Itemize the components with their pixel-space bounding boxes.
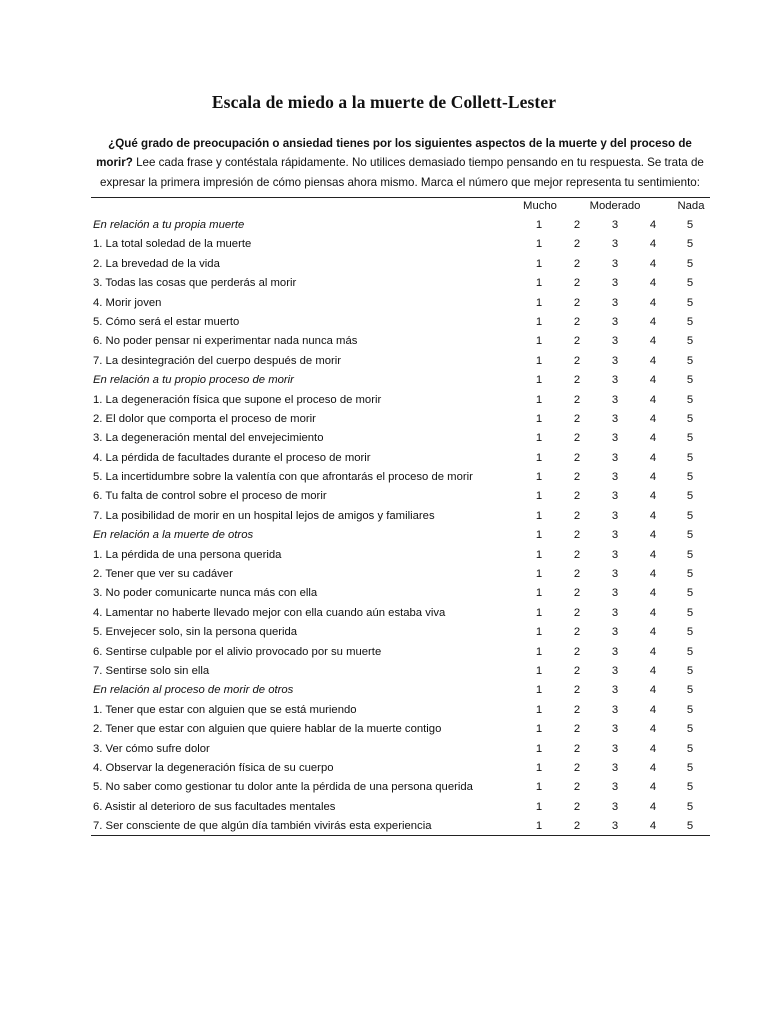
option-3[interactable]: 3 (611, 606, 619, 619)
option-2[interactable]: 2 (573, 257, 581, 270)
option-1[interactable]: 1 (535, 412, 543, 425)
option-3[interactable]: 3 (611, 219, 619, 231)
option-3[interactable]: 3 (611, 626, 619, 639)
option-2[interactable]: 2 (573, 509, 581, 522)
option-5[interactable]: 5 (686, 432, 694, 445)
item-row (91, 294, 710, 313)
option-5[interactable]: 5 (686, 296, 694, 309)
option-2[interactable]: 2 (573, 277, 581, 290)
option-5[interactable]: 5 (686, 315, 694, 328)
table-bottom-rule (91, 835, 710, 836)
option-4[interactable]: 4 (649, 335, 657, 348)
option-4[interactable]: 4 (649, 723, 657, 736)
option-2[interactable]: 2 (573, 451, 581, 464)
option-4[interactable]: 4 (649, 626, 657, 639)
option-5[interactable]: 5 (686, 800, 694, 813)
option-3[interactable]: 3 (611, 432, 619, 445)
item-label: 1. La total soledad de la muerte (93, 238, 252, 251)
item-label: 7. La posibilidad de morir en un hospital lejos de amigos y familiares (93, 509, 435, 522)
option-3[interactable]: 3 (611, 354, 619, 367)
questionnaire-table (91, 216, 710, 837)
option-1[interactable]: 1 (535, 820, 543, 833)
option-4[interactable]: 4 (649, 374, 657, 387)
item-label: 2. La brevedad de la vida (93, 257, 220, 270)
item-label: 7. Sentirse solo sin ella (93, 664, 210, 677)
option-1[interactable]: 1 (535, 335, 543, 348)
item-label: 3. Todas las cosas que perderás al morir (93, 277, 297, 290)
item-label: 6. No poder pensar ni experimentar nada nunca más (93, 335, 358, 348)
option-3[interactable]: 3 (611, 548, 619, 561)
option-5[interactable]: 5 (686, 238, 694, 251)
section-row (91, 526, 710, 545)
option-1[interactable]: 1 (535, 432, 543, 445)
option-5[interactable]: 5 (686, 393, 694, 406)
option-4[interactable]: 4 (649, 587, 657, 600)
instructions-question: ¿Qué grado de preocupación o ansiedad tienes por los siguientes aspectos de la muerte y del proceso de morir? (96, 137, 692, 170)
option-4[interactable]: 4 (649, 471, 657, 484)
scale-header-mid: Moderado (589, 200, 641, 212)
item-row (91, 759, 710, 778)
item-row (91, 643, 710, 662)
option-2[interactable]: 2 (573, 529, 581, 542)
option-1[interactable]: 1 (535, 529, 543, 542)
option-2[interactable]: 2 (573, 664, 581, 677)
item-row (91, 313, 710, 332)
option-3[interactable]: 3 (611, 335, 619, 348)
item-label: 2. Tener que estar con alguien que quiere hablar de la muerte contigo (93, 723, 442, 736)
option-3[interactable]: 3 (611, 393, 619, 406)
item-label: 3. No poder comunicarte nunca más con ella (93, 587, 318, 600)
option-4[interactable]: 4 (649, 354, 657, 367)
item-row (91, 410, 710, 429)
option-1[interactable]: 1 (535, 257, 543, 270)
option-3[interactable]: 3 (611, 238, 619, 251)
option-3[interactable]: 3 (611, 471, 619, 484)
option-1[interactable]: 1 (535, 703, 543, 716)
option-1[interactable]: 1 (535, 645, 543, 658)
item-label: 3. Ver cómo sufre dolor (93, 742, 210, 755)
option-2[interactable]: 2 (573, 820, 581, 833)
option-4[interactable]: 4 (649, 684, 657, 697)
option-2[interactable]: 2 (573, 781, 581, 794)
option-1[interactable]: 1 (535, 471, 543, 484)
item-row (91, 720, 710, 739)
option-3[interactable]: 3 (611, 374, 619, 387)
option-1[interactable]: 1 (535, 742, 543, 755)
option-2[interactable]: 2 (573, 354, 581, 367)
option-3[interactable]: 3 (611, 587, 619, 600)
option-1[interactable]: 1 (535, 626, 543, 639)
option-4[interactable]: 4 (649, 800, 657, 813)
option-4[interactable]: 4 (649, 238, 657, 251)
option-1[interactable]: 1 (535, 451, 543, 464)
option-5[interactable]: 5 (686, 742, 694, 755)
option-1[interactable]: 1 (535, 315, 543, 328)
item-row (91, 274, 710, 293)
option-5[interactable]: 5 (686, 219, 694, 231)
option-1[interactable]: 1 (535, 296, 543, 309)
option-2[interactable]: 2 (573, 490, 581, 503)
option-2[interactable]: 2 (573, 471, 581, 484)
option-2[interactable]: 2 (573, 587, 581, 600)
option-2[interactable]: 2 (573, 548, 581, 561)
option-3[interactable]: 3 (611, 703, 619, 716)
option-5[interactable]: 5 (686, 509, 694, 522)
option-4[interactable]: 4 (649, 820, 657, 833)
section-row (91, 681, 710, 700)
option-4[interactable]: 4 (649, 490, 657, 503)
instructions-text: Lee cada frase y contéstala rápidamente. No utilices demasiado tiempo pensando en tu respuesta. Se trata de expresar la primera impresión de cómo piensas ahora mismo. Marca el número que mejor representa tu sentimiento: (100, 156, 704, 189)
option-1[interactable]: 1 (535, 606, 543, 619)
option-5[interactable]: 5 (686, 354, 694, 367)
section-label: En relación a tu propio proceso de morir (93, 374, 294, 387)
option-1[interactable]: 1 (535, 374, 543, 387)
option-4[interactable]: 4 (649, 412, 657, 425)
option-1[interactable]: 1 (535, 354, 543, 367)
option-2[interactable]: 2 (573, 684, 581, 697)
option-4[interactable]: 4 (649, 219, 657, 231)
option-3[interactable]: 3 (611, 315, 619, 328)
item-row (91, 352, 710, 371)
item-row (91, 623, 710, 642)
option-5[interactable]: 5 (686, 568, 694, 581)
option-4[interactable]: 4 (649, 509, 657, 522)
option-2[interactable]: 2 (573, 606, 581, 619)
option-5[interactable]: 5 (686, 277, 694, 290)
instructions (90, 134, 710, 192)
table-top-rule (91, 197, 710, 198)
section-row (91, 371, 710, 390)
option-5[interactable]: 5 (686, 257, 694, 270)
option-5[interactable]: 5 (686, 606, 694, 619)
option-5[interactable]: 5 (686, 664, 694, 677)
item-label: 1. Tener que estar con alguien que se está muriendo (93, 703, 357, 716)
option-2[interactable]: 2 (573, 238, 581, 251)
option-4[interactable]: 4 (649, 296, 657, 309)
option-4[interactable]: 4 (649, 761, 657, 774)
option-4[interactable]: 4 (649, 548, 657, 561)
option-4[interactable]: 4 (649, 742, 657, 755)
option-3[interactable]: 3 (611, 412, 619, 425)
item-label: 7. La desintegración del cuerpo después de morir (93, 354, 342, 367)
option-1[interactable]: 1 (535, 490, 543, 503)
item-label: 1. La pérdida de una persona querida (93, 548, 282, 561)
option-5[interactable]: 5 (686, 529, 694, 542)
option-4[interactable]: 4 (649, 781, 657, 794)
item-label: 4. La pérdida de facultades durante el proceso de morir (93, 451, 371, 464)
option-2[interactable]: 2 (573, 335, 581, 348)
option-5[interactable]: 5 (686, 781, 694, 794)
option-2[interactable]: 2 (573, 296, 581, 309)
option-1[interactable]: 1 (535, 568, 543, 581)
option-4[interactable]: 4 (649, 645, 657, 658)
item-row (91, 740, 710, 759)
section-row (91, 216, 710, 235)
option-5[interactable]: 5 (686, 703, 694, 716)
option-5[interactable]: 5 (686, 820, 694, 833)
option-3[interactable]: 3 (611, 761, 619, 774)
option-5[interactable]: 5 (686, 335, 694, 348)
item-row (91, 546, 710, 565)
item-label: 6. Asistir al deterioro de sus facultades mentales (93, 800, 336, 813)
option-5[interactable]: 5 (686, 684, 694, 697)
option-1[interactable]: 1 (535, 664, 543, 677)
option-2[interactable]: 2 (573, 374, 581, 387)
option-4[interactable]: 4 (649, 277, 657, 290)
option-3[interactable]: 3 (611, 296, 619, 309)
option-1[interactable]: 1 (535, 723, 543, 736)
option-1[interactable]: 1 (535, 509, 543, 522)
option-2[interactable]: 2 (573, 626, 581, 639)
option-1[interactable]: 1 (535, 781, 543, 794)
item-label: 5. No saber como gestionar tu dolor ante la pérdida de una persona querida (93, 781, 473, 794)
item-row (91, 468, 710, 487)
option-2[interactable]: 2 (573, 742, 581, 755)
item-label: 3. La degeneración mental del envejecimiento (93, 432, 324, 445)
option-5[interactable]: 5 (686, 587, 694, 600)
option-1[interactable]: 1 (535, 761, 543, 774)
option-1[interactable]: 1 (535, 219, 543, 231)
option-2[interactable]: 2 (573, 393, 581, 406)
option-3[interactable]: 3 (611, 490, 619, 503)
option-4[interactable]: 4 (649, 432, 657, 445)
option-4[interactable]: 4 (649, 451, 657, 464)
item-label: 7. Ser consciente de que algún día también vivirás esta experiencia (93, 820, 432, 833)
item-row (91, 798, 710, 817)
item-row (91, 255, 710, 274)
option-5[interactable]: 5 (686, 374, 694, 387)
option-3[interactable]: 3 (611, 568, 619, 581)
option-3[interactable]: 3 (611, 529, 619, 542)
item-label: 4. Morir joven (93, 296, 162, 309)
option-3[interactable]: 3 (611, 684, 619, 697)
item-row (91, 507, 710, 526)
item-row (91, 332, 710, 351)
item-row (91, 487, 710, 506)
option-3[interactable]: 3 (611, 645, 619, 658)
option-1[interactable]: 1 (535, 684, 543, 697)
option-2[interactable]: 2 (573, 315, 581, 328)
section-label: En relación a tu propia muerte (93, 219, 245, 231)
option-1[interactable]: 1 (535, 238, 543, 251)
item-label: 6. Tu falta de control sobre el proceso de morir (93, 490, 327, 503)
item-label: 4. Lamentar no haberte llevado mejor con ella cuando aún estaba viva (93, 606, 446, 619)
item-label: 5. Cómo será el estar muerto (93, 315, 240, 328)
option-2[interactable]: 2 (573, 703, 581, 716)
item-label: 5. La incertidumbre sobre la valentía con que afrontarás el proceso de morir (93, 471, 473, 484)
option-5[interactable]: 5 (686, 723, 694, 736)
option-5[interactable]: 5 (686, 490, 694, 503)
option-4[interactable]: 4 (649, 664, 657, 677)
option-3[interactable]: 3 (611, 509, 619, 522)
option-2[interactable]: 2 (573, 568, 581, 581)
item-row (91, 701, 710, 720)
option-3[interactable]: 3 (611, 742, 619, 755)
item-row (91, 662, 710, 681)
option-5[interactable]: 5 (686, 471, 694, 484)
option-3[interactable]: 3 (611, 277, 619, 290)
option-4[interactable]: 4 (649, 257, 657, 270)
option-5[interactable]: 5 (686, 645, 694, 658)
item-label: 1. La degeneración física que supone el proceso de morir (93, 393, 382, 406)
option-4[interactable]: 4 (649, 568, 657, 581)
item-label: 2. Tener que ver su cadáver (93, 568, 233, 581)
option-3[interactable]: 3 (611, 820, 619, 833)
option-1[interactable]: 1 (535, 277, 543, 290)
section-label: En relación al proceso de morir de otros (93, 684, 294, 697)
option-2[interactable]: 2 (573, 412, 581, 425)
option-1[interactable]: 1 (535, 800, 543, 813)
section-label: En relación a la muerte de otros (93, 529, 254, 542)
item-row (91, 778, 710, 797)
option-1[interactable]: 1 (535, 548, 543, 561)
option-2[interactable]: 2 (573, 645, 581, 658)
option-4[interactable]: 4 (649, 393, 657, 406)
page-title: Escala de miedo a la muerte de Collett-Lester (211, 92, 557, 112)
item-row (91, 235, 710, 254)
item-row (91, 817, 710, 836)
item-row (91, 565, 710, 584)
item-row (91, 584, 710, 603)
option-3[interactable]: 3 (611, 451, 619, 464)
item-row (91, 604, 710, 623)
option-3[interactable]: 3 (611, 723, 619, 736)
option-4[interactable]: 4 (649, 315, 657, 328)
option-2[interactable]: 2 (573, 723, 581, 736)
option-4[interactable]: 4 (649, 529, 657, 542)
option-4[interactable]: 4 (649, 606, 657, 619)
option-5[interactable]: 5 (686, 626, 694, 639)
item-row (91, 449, 710, 468)
item-label: 2. El dolor que comporta el proceso de morir (93, 412, 316, 425)
item-row (91, 429, 710, 448)
item-label: 6. Sentirse culpable por el alivio provocado por su muerte (93, 645, 382, 658)
option-3[interactable]: 3 (611, 257, 619, 270)
item-row (91, 391, 710, 410)
option-5[interactable]: 5 (686, 548, 694, 561)
option-2[interactable]: 2 (573, 432, 581, 445)
item-label: 4. Observar la degeneración física de su cuerpo (93, 761, 334, 774)
option-1[interactable]: 1 (535, 587, 543, 600)
option-5[interactable]: 5 (686, 412, 694, 425)
option-2[interactable]: 2 (573, 800, 581, 813)
option-3[interactable]: 3 (611, 664, 619, 677)
option-4[interactable]: 4 (649, 703, 657, 716)
option-3[interactable]: 3 (611, 781, 619, 794)
option-3[interactable]: 3 (611, 800, 619, 813)
option-2[interactable]: 2 (573, 219, 581, 231)
option-2[interactable]: 2 (573, 761, 581, 774)
scale-header-high: Mucho (523, 200, 557, 212)
item-label: 5. Envejecer solo, sin la persona querida (93, 626, 298, 639)
option-5[interactable]: 5 (686, 451, 694, 464)
scale-header-low: Nada (677, 200, 705, 212)
option-1[interactable]: 1 (535, 393, 543, 406)
option-5[interactable]: 5 (686, 761, 694, 774)
